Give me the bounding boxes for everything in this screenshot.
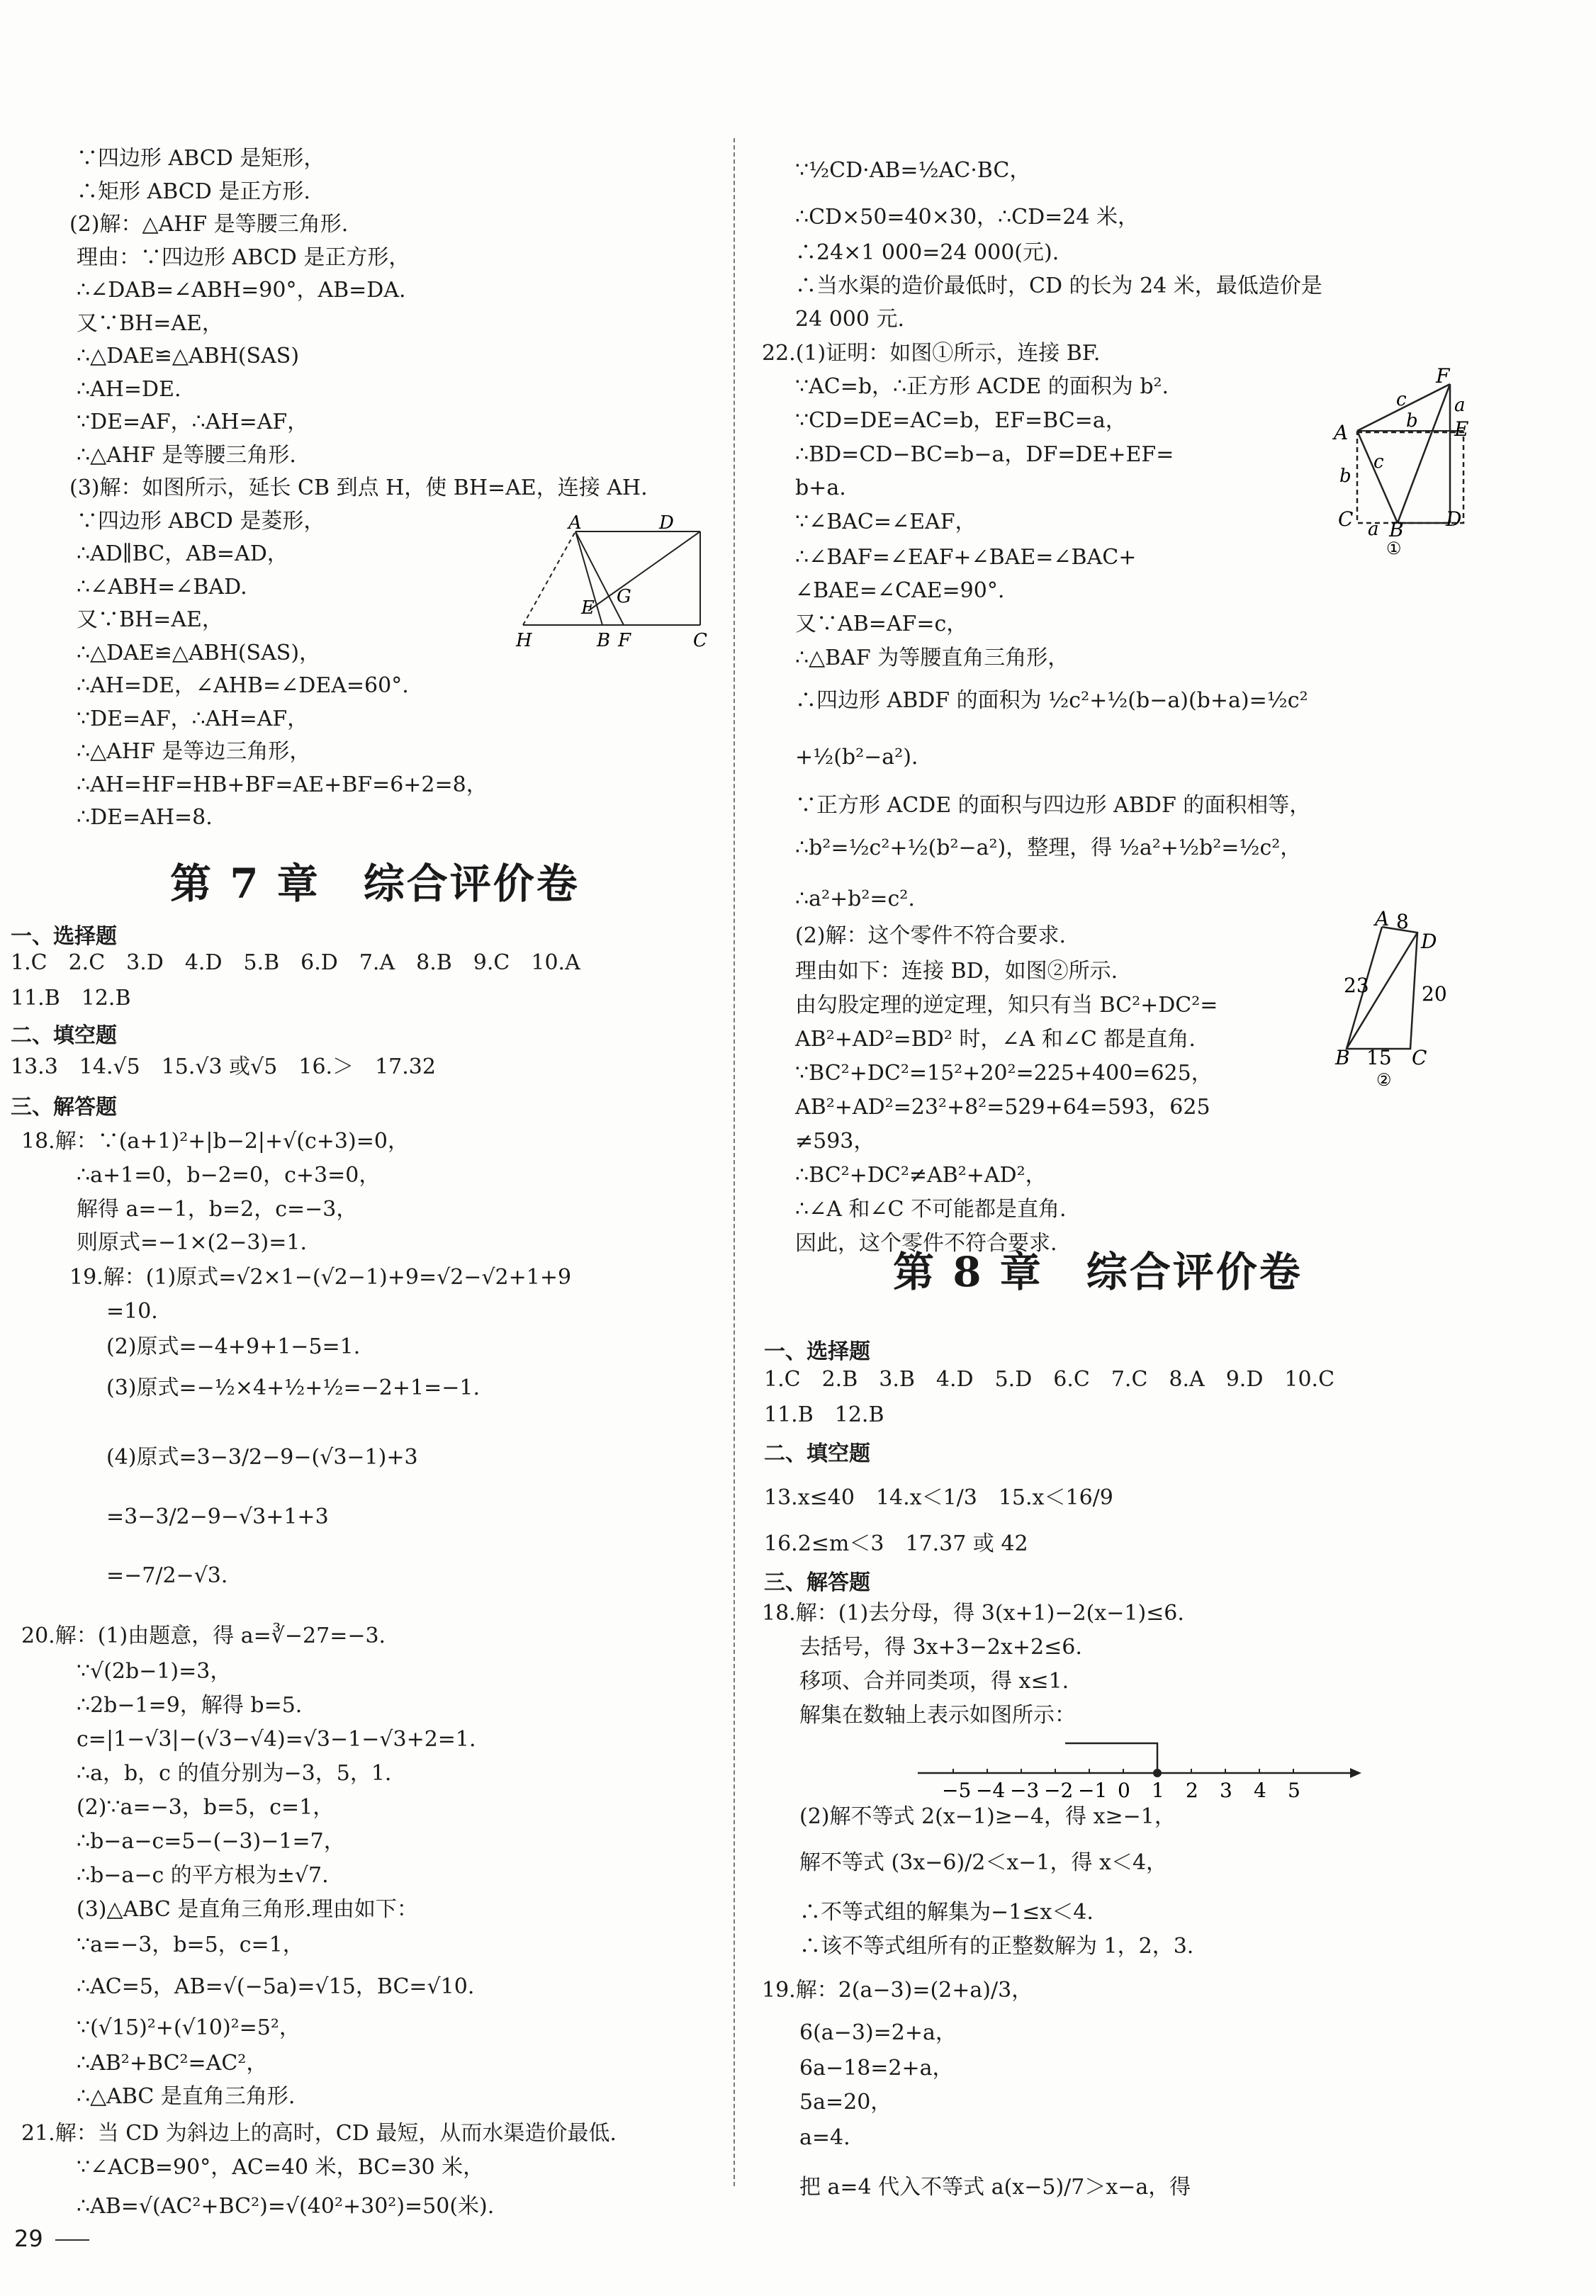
fig-label: F (1436, 364, 1450, 388)
text-line: ∵√(2b−1)=3， (77, 1659, 232, 1684)
fig-label: 23 (1344, 974, 1369, 997)
fig-label: 20 (1422, 982, 1447, 1006)
text-line: 21.解：当 CD 为斜边上的高时，CD 最短，从而水渠造价最低. (21, 2121, 617, 2146)
text-line: 解得 a=−1，b=2，c=−3， (77, 1197, 358, 1222)
text-line: 19.解：2(a−3)=(2+a)/3， (762, 1978, 1033, 2003)
fig-label: B (1389, 518, 1404, 541)
text-line: ∴AH=DE，∠AHB=∠DEA=60°. (77, 673, 409, 698)
fig-label: E (581, 597, 595, 619)
text-line: AB²+AD²=23²+8²=529+64=593，625 (795, 1095, 1210, 1120)
text-line: ∴当水渠的造价最低时，CD 的长为 24 米，最低造价是 (795, 274, 1322, 298)
section-heading: 二、填空题 (11, 1023, 117, 1048)
fig-label: A (1334, 421, 1349, 444)
text-line: ∵DE=AF，∴AH=AF， (77, 706, 309, 731)
text-line: ∴b²=½c²+½(b²−a²)，整理，得 ½a²+½b²=½c²， (795, 835, 1302, 860)
text-line: 18.解：(1)去分母，得 3(x+1)−2(x−1)≤6. (762, 1601, 1184, 1626)
fig-label: 8 (1396, 910, 1409, 933)
text-line: ∴△AHF 是等边三角形， (77, 739, 311, 764)
text-line: 5a=20， (799, 2090, 892, 2115)
fig-label: 15 (1366, 1046, 1392, 1069)
tick-label: −1 (1078, 1779, 1108, 1802)
text-line: ∴△BAF 为等腰直角三角形， (795, 646, 1069, 670)
solution-ray (1065, 1743, 1157, 1773)
text-line: c=|1−√3|−(√3−√4)=√3−1−√3+2=1. (77, 1727, 476, 1752)
text-line: ∵a=−3，b=5，c=1， (77, 1932, 304, 1957)
mc-answers: 1.C 2.B 3.B 4.D 5.D 6.C 7.C 8.A 9.D 10.C (764, 1367, 1335, 1392)
text-line: ∴b−a−c=5−(−3)−1=7， (77, 1829, 345, 1854)
tick-label: 3 (1220, 1779, 1232, 1802)
fig-label: E (1454, 417, 1469, 441)
fill-answers: 13.3 14.√5 15.√3 或√5 16.＞ 17.32 (11, 1054, 436, 1079)
fill-answers: 13.x≤40 14.x＜1/3 15.x＜16/9 (764, 1485, 1113, 1510)
text-line: ∵(√15)²+(√10)²=5²， (77, 2015, 300, 2040)
arrow-icon (1350, 1768, 1361, 1778)
fig-label: a (1368, 519, 1379, 540)
number-line (911, 1729, 1364, 1807)
section-heading: 一、选择题 (764, 1339, 870, 1364)
fig-label: C (693, 630, 707, 651)
text-line: (3)△ABC 是直角三角形.理由如下： (77, 1897, 418, 1922)
tick-label: −3 (1010, 1779, 1040, 1802)
text-line: ∵½CD·AB=½AC·BC， (795, 158, 1031, 183)
text-line: (2)∵a=−3，b=5，c=1， (77, 1795, 335, 1820)
text-line: 6(a−3)=2+a， (799, 2020, 957, 2045)
text-line: ∴CD×50=40×30，∴CD=24 米， (795, 205, 1139, 230)
text-line: ∵DE=AF，∴AH=AF， (77, 410, 309, 434)
section-heading: 一、选择题 (11, 924, 117, 949)
left-column (0, 0, 734, 2253)
fig-label: C (1338, 507, 1354, 531)
text-line: ∴a+1=0，b−2=0，c+3=0， (77, 1163, 381, 1188)
text-line: 则原式=−1×(2−3)=1. (77, 1230, 307, 1255)
text-line: 理由：∵四边形 ABCD 是正方形， (77, 244, 410, 270)
fig-label: A (568, 512, 582, 534)
text-line: =10. (106, 1299, 158, 1324)
text-line: (3)解：如图所示，延长 CB 到点 H，使 BH=AE，连接 AH. (69, 475, 648, 500)
text-line: 又∵BH=AE， (77, 310, 223, 336)
text-line: ∵四边形 ABCD 是矩形， (77, 146, 325, 171)
text-line: ∴a²+b²=c². (795, 887, 915, 911)
tick-label: 4 (1254, 1779, 1266, 1802)
text-line: ∴b−a−c 的平方根为±√7. (77, 1863, 329, 1888)
text-line: (2)解不等式 2(x−1)≥−4，得 x≥−1， (799, 1804, 1176, 1829)
text-line: ∵AC=b，∴正方形 ACDE 的面积为 b². (795, 374, 1169, 399)
text-line: 去括号，得 3x+3−2x+2≤6. (799, 1635, 1082, 1660)
text-line: ∴AD∥BC，AB=AD， (77, 541, 288, 566)
tick-label: 0 (1118, 1779, 1130, 1802)
text-line: 6a−18=2+a， (799, 2056, 954, 2081)
text-line: (4)原式=3−3/2−9−(√3−1)+3 (106, 1445, 418, 1470)
text-line: ∴△DAE≌△ABH(SAS)， (77, 640, 321, 665)
text-line: ∴24×1 000=24 000(元). (795, 240, 1060, 265)
text-line: ∴BC²+DC²≠AB²+AD²， (795, 1163, 1047, 1188)
text-line: ∵BC²+DC²=15²+20²=225+400=625， (795, 1061, 1213, 1086)
fill-answers: 16.2≤m＜3 17.37 或 42 (764, 1531, 1028, 1556)
text-line: 又∵BH=AE， (77, 607, 223, 632)
column-divider (734, 138, 735, 2186)
fig-label: A (1375, 907, 1390, 930)
text-line: 因此，这个零件不符合要求. (795, 1231, 1057, 1256)
tick-label: −5 (942, 1779, 972, 1802)
text-line: 20.解：(1)由题意，得 a=∛−27=−3. (21, 1623, 386, 1648)
fig-label: c (1373, 451, 1384, 473)
text-line: ∴△DAE≌△ABH(SAS) (77, 344, 300, 368)
text-line: ∴2b−1=9，解得 b=5. (77, 1693, 303, 1718)
fig-label: C (1412, 1046, 1427, 1069)
figure-1-trapezoid (1290, 364, 1481, 558)
text-line: 18.解：∵(a+1)²+|b−2|+√(c+3)=0， (21, 1129, 409, 1154)
solid-point (1153, 1769, 1162, 1777)
mc-answers: 11.B 12.B (11, 986, 131, 1011)
text-line: ∵∠BAC=∠EAF， (795, 510, 977, 534)
text-line: ∴AC=5，AB=√(−5a)=√15，BC=√10. (77, 1974, 475, 1999)
mc-answers: 1.C 2.C 3.D 4.D 5.B 6.D 7.A 8.B 9.C 10.A (11, 950, 580, 975)
fig-label: G (617, 586, 631, 607)
text-line: ∴AB=√(AC²+BC²)=√(40²+30²)=50(米). (77, 2194, 495, 2219)
text-line: ∵∠ACB=90°，AC=40 米，BC=30 米， (77, 2155, 485, 2180)
text-line: 解集在数轴上表示如图所示： (799, 1703, 1076, 1728)
text-line: 又∵AB=AF=c， (795, 612, 968, 636)
text-line: 19.解：(1)原式=√2×1−(√2−1)+9=√2−√2+1+9 (69, 1265, 572, 1290)
rhombus-figure (510, 512, 723, 653)
mc-answers: 11.B 12.B (764, 1402, 884, 1427)
text-line: (2)解：△AHF 是等腰三角形. (69, 212, 349, 237)
text-line: 解不等式 (3x−6)/2＜x−1，得 x＜4， (799, 1850, 1168, 1875)
text-line: ∴DE=AH=8. (77, 805, 213, 830)
text-line: =3−3/2−9−√3+1+3 (106, 1504, 329, 1529)
tick-label: 2 (1186, 1779, 1198, 1802)
text-line: 24 000 元. (795, 307, 905, 332)
fig-label: c (1396, 389, 1407, 410)
tick-label: −4 (976, 1779, 1006, 1802)
section-heading: 三、解答题 (11, 1095, 117, 1120)
text-line: (2)解：这个零件不符合要求. (795, 923, 1067, 948)
text-line: a=4. (799, 2125, 850, 2150)
text-line: ≠593， (795, 1129, 875, 1154)
text-line: 由勾股定理的逆定理，知只有当 BC²+DC²= (795, 993, 1218, 1018)
text-line: ∴AH=DE. (77, 376, 181, 402)
fig-label: b (1339, 466, 1351, 487)
fig-label: ② (1376, 1070, 1392, 1090)
text-line: ∴该不等式组所有的正整数解为 1，2，3. (799, 1934, 1194, 1959)
footer-rule (55, 2239, 89, 2241)
text-line: ∠BAE=∠CAE=90°. (795, 578, 1005, 603)
text-line: ∴不等式组的解集为−1≤x＜4. (799, 1900, 1094, 1925)
fig-label: a (1454, 395, 1466, 416)
text-line: 22.(1)证明：如图①所示，连接 BF. (762, 341, 1101, 366)
text-line: 理由如下：连接 BD，如图②所示. (795, 959, 1118, 984)
fig-label: D (659, 512, 674, 534)
section-heading: 三、解答题 (764, 1570, 870, 1595)
text-line: +½(b²−a²). (795, 745, 918, 770)
text-line: ∴AH=HF=HB+BF=AE+BF=6+2=8， (77, 772, 488, 797)
text-line: 把 a=4 代入不等式 a(x−5)/7＞x−a，得 (799, 2175, 1191, 2200)
text-line: ∴AB²+BC²=AC²， (77, 2051, 268, 2076)
text-line: ∴a，b，c 的值分别为−3，5，1. (77, 1761, 392, 1786)
text-line: ∴BD=CD−BC=b−a，DF=DE+EF= (795, 442, 1174, 467)
text-line: AB²+AD²=BD² 时，∠A 和∠C 都是直角. (795, 1027, 1196, 1052)
text-line: =−7/2−√3. (106, 1563, 228, 1588)
chapter8-title: 第 8 章 综合评价卷 (893, 1248, 1303, 1296)
text-line: ∴△ABC 是直角三角形. (77, 2084, 296, 2109)
fig-label: F (618, 630, 631, 651)
figure-2-part (1297, 907, 1460, 1098)
text-line: ∵CD=DE=AC=b，EF=BC=a， (795, 408, 1127, 433)
tick-label: 5 (1288, 1779, 1300, 1802)
text-line: ∵四边形 ABCD 是菱形， (77, 508, 325, 534)
text-line: (2)原式=−4+9+1−5=1. (106, 1334, 361, 1359)
chapter7-title: 第 7 章 综合评价卷 (170, 860, 580, 908)
text-line: ∴△AHF 是等腰三角形. (77, 442, 296, 468)
fig-label: D (1446, 507, 1462, 531)
tick-label: 1 (1152, 1779, 1164, 1802)
text-line: ∴∠DAB=∠ABH=90°，AB=DA. (77, 278, 406, 303)
text-line: ∴∠ABH=∠BAD. (77, 574, 247, 600)
text-line: b+a. (795, 475, 846, 500)
right-column (751, 0, 1596, 2253)
text-line: ∴∠A 和∠C 不可能都是直角. (795, 1197, 1067, 1222)
text-line: ∴∠BAF=∠EAF+∠BAE=∠BAC+ (795, 545, 1137, 570)
fig-label: B (1335, 1046, 1350, 1069)
fig-label: B (597, 630, 611, 651)
section-heading: 二、填空题 (764, 1441, 870, 1466)
text-line: ∴矩形 ABCD 是正方形. (77, 179, 310, 204)
fig-label: ① (1386, 539, 1402, 558)
page-number: 29 (14, 2225, 43, 2252)
text-line: ∴四边形 ABDF 的面积为 ½c²+½(b−a)(b+a)=½c² (795, 688, 1308, 713)
text-line: ∵正方形 ACDE 的面积与四边形 ABDF 的面积相等， (795, 793, 1311, 818)
fig-label: H (516, 630, 532, 651)
fig-label: b (1406, 410, 1418, 432)
tick-label: −2 (1044, 1779, 1074, 1802)
fig-label: D (1421, 930, 1437, 953)
text-line: 移项、合并同类项，得 x≤1. (799, 1669, 1069, 1694)
text-line: (3)原式=−½×4+½+½=−2+1=−1. (106, 1375, 480, 1400)
